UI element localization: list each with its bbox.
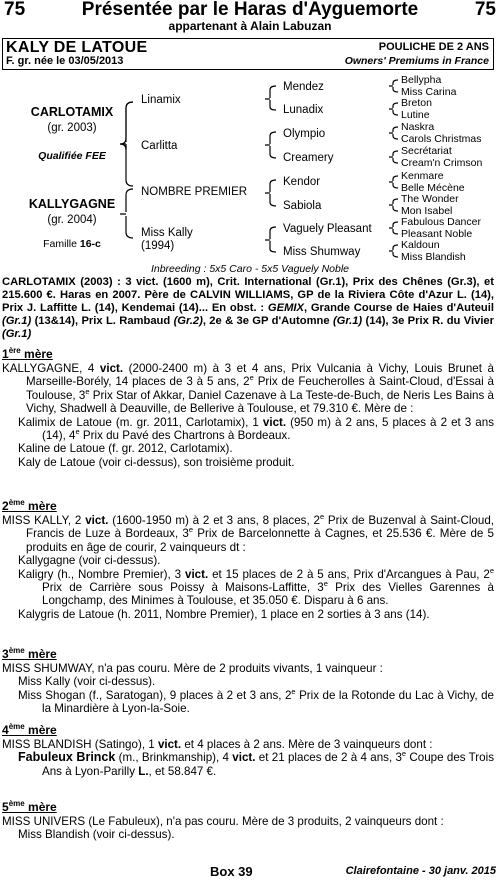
pedigree-g3-7: Vaguely Pleasant xyxy=(283,223,372,235)
pedigree-g3-8: Miss Shumway xyxy=(283,246,361,258)
owners-premiums: Owners' Premiums in France xyxy=(344,55,489,67)
section-first-dam: 1ère mère xyxy=(2,346,53,361)
horse-name-box xyxy=(2,38,494,70)
pedigree-g4-2: Miss Carina xyxy=(401,86,457,98)
sire-note: Qualifiée FEE xyxy=(38,150,106,162)
pedigree-g4-3: Breton xyxy=(401,97,432,109)
sire-performance: CARLOTAMIX (2003) : 3 vict. (1600 m), Crit. International (Gr.1), Prix des Chênes (Gr.3), et 215.600 €. Haras en 2007. Père de CALVIN WILLIAMS, GP de la Riviera Côte d'Azur L. (14), Prix J. Laffitte L. (14), Kendemai (14)... En obst. : GEMIX, Grande Course de Haies d'Auteuil (Gr.1) (13&14), Prix L. Rambaud (Gr.2), 2e & 3e GP d'Automne (Gr.1) (14), 3e Prix R. du Vivier (Gr.1) xyxy=(2,276,494,340)
sex-age: POULICHE DE 2 ANS xyxy=(378,41,489,53)
dam-year: (gr. 2004) xyxy=(47,214,97,226)
pedigree-g3-6: Sabiola xyxy=(283,200,322,212)
fourth-dam-text: MISS BLANDISH (Satingo), 1 vict. et 4 places à 2 ans. Mère de 3 vainqueurs dont : Fabuleux Brinck (m., Brinkmanship), 4 vict. et 21 places de 2 à 4 ans, 3e Coupe des Trois Ans à Lyon-Parilly L., et 58.847 €. xyxy=(2,738,494,778)
pedigree-g2-4: Miss Kally xyxy=(141,227,193,239)
pedigree-g4-12: Mon Isabel xyxy=(401,205,453,217)
dam-family: Famille 16-c xyxy=(43,238,101,250)
section-fifth-dam: 5ème mère xyxy=(2,799,57,814)
horse-name: KALY DE LATOUE xyxy=(6,39,148,56)
pedigree-g4-4: Lutine xyxy=(401,109,430,121)
section-third-dam: 3ème mère xyxy=(2,646,57,661)
first-dam-text: KALLYGAGNE, 4 vict. (2000-2400 m) à 3 et 4 ans, Prix Vulcania à Vichy, Louis Brunet à Marseille-Borély, 14 places de 3 à 5 ans, 2e Prix de Feucherolles à Saint-Cloud, d'Essai à Toulouse, 3e Prix Star of Akkar, Daniel Cazenave à La Teste-de-Buch, de Neris Les Bains à Vichy, Shadwell à Deauville, de Bellerive à Toulouse, et 79.310 €. Mère de : Kalimix de Latoue (m. gr. 2011, Carlotamix), 1 vict. (950 m) à 2 ans, 5 places à 2 et 3 ans (14), 4e Prix du Pavé des Chartrons à Bordeaux. Kaline de Latoue (f. gr. 2012, Carlotamix). Kaly de Latoue (voir ci-dessus), son troisième produit. xyxy=(2,362,494,469)
page-footer xyxy=(0,864,500,880)
consignor-title: Présentée par le Haras d'Ayguemorte xyxy=(81,0,419,20)
owner-line: appartenant à Alain Labuzan xyxy=(168,19,332,33)
pedigree-g4-13: Fabulous Dancer xyxy=(401,216,481,228)
lot-number-left: 75 xyxy=(4,0,26,20)
pedigree-g4-11: The Wonder xyxy=(401,193,459,205)
pedigree-g3-4: Creamery xyxy=(283,152,334,164)
pedigree-g4-7: Secrétariat xyxy=(401,145,452,157)
sale-date: Clairefontaine - 30 janv. 2015 xyxy=(345,865,496,877)
pedigree-g3-1: Mendez xyxy=(283,81,324,93)
inbreeding-note: Inbreeding : 5x5 Caro - 5x5 Vaguely Noble xyxy=(150,263,350,275)
pedigree-g4-16: Miss Blandish xyxy=(401,251,466,263)
third-dam-text: MISS SHUMWAY, n'a pas couru. Mère de 2 produits vivants, 1 vainqueur : Miss Kally (voir ci-dessus). Miss Shogan (f., Saratogan), 9 places à 2 et 3 ans, 2e Prix de la Rotonde du Lac à Vichy, de la Minardière à Lyon-la-Soie. xyxy=(2,662,494,716)
pedigree-g4-5: Naskra xyxy=(401,121,435,133)
sire-name: CARLOTAMIX xyxy=(30,105,114,119)
pedigree-g2-1: Linamix xyxy=(141,94,181,106)
section-fourth-dam: 4ème mère xyxy=(2,722,57,737)
pedigree-g4-6: Carols Christmas xyxy=(401,133,482,145)
second-dam-text: MISS KALLY, 2 vict. (1600-1950 m) à 2 et 3 ans, 8 places, 2e Prix de Buzenval à Saint-Cloud, Francis de Luze à Bordeaux, 3e Prix de Barcelonnette à Cagnes, et 25.536 €. Mère de 5 produits en âge de courir, 2 vainqueurs dt : Kallygagne (voir ci-dessus). Kaligry (h., Nombre Premier), 3 vict. et 15 places de 2 à 5 ans, Prix d'Arcangues à Pau, 2e Prix de Carrière sous Poissy à Maisons-Laffitte, 3e Prix des Vielles Garennes à Longchamp, des Minimes à Toulouse, et 35.050 €. Disparu à 6 ans. Kalygris de Latoue (h. 2011, Nombre Premier), 1 place en 2 sorties à 3 ans (14). xyxy=(2,512,494,621)
pedigree-g4-15: Kaldoun xyxy=(401,239,440,251)
lot-number-right: 75 xyxy=(474,0,496,20)
pedigree-g2-3: NOMBRE PREMIER xyxy=(141,186,248,198)
dam-name: KALLYGAGNE xyxy=(28,197,116,211)
section-second-dam: 2ème mère xyxy=(2,498,57,513)
pedigree-g3-5: Kendor xyxy=(283,176,321,188)
page-header xyxy=(0,0,500,34)
pedigree-g2-2: Carlitta xyxy=(141,140,178,152)
pedigree-g4-14: Pleasant Noble xyxy=(401,228,473,240)
pedigree-g4-1: Bellypha xyxy=(401,74,442,86)
birth-info: F. gr. née le 03/05/2013 xyxy=(6,55,124,67)
pedigree-g3-3: Olympio xyxy=(283,128,326,140)
fifth-dam-text: MISS UNIVERS (Le Fabuleux), n'a pas couru. Mère de 3 produits, 2 vainqueurs dont : Miss Blandish (voir ci-dessus). xyxy=(2,815,444,842)
pedigree-g3-2: Lunadix xyxy=(283,104,324,116)
box-number: Box 39 xyxy=(210,864,253,879)
pedigree-g4-8: Cream'n Crimson xyxy=(401,157,483,169)
sire-year: (gr. 2003) xyxy=(47,122,97,134)
pedigree-g2-4-year: (1994) xyxy=(141,240,175,252)
pedigree-g4-10: Belle Mécène xyxy=(401,182,465,194)
pedigree-g4-9: Kenmare xyxy=(401,170,444,182)
pedigree-table xyxy=(0,72,500,268)
